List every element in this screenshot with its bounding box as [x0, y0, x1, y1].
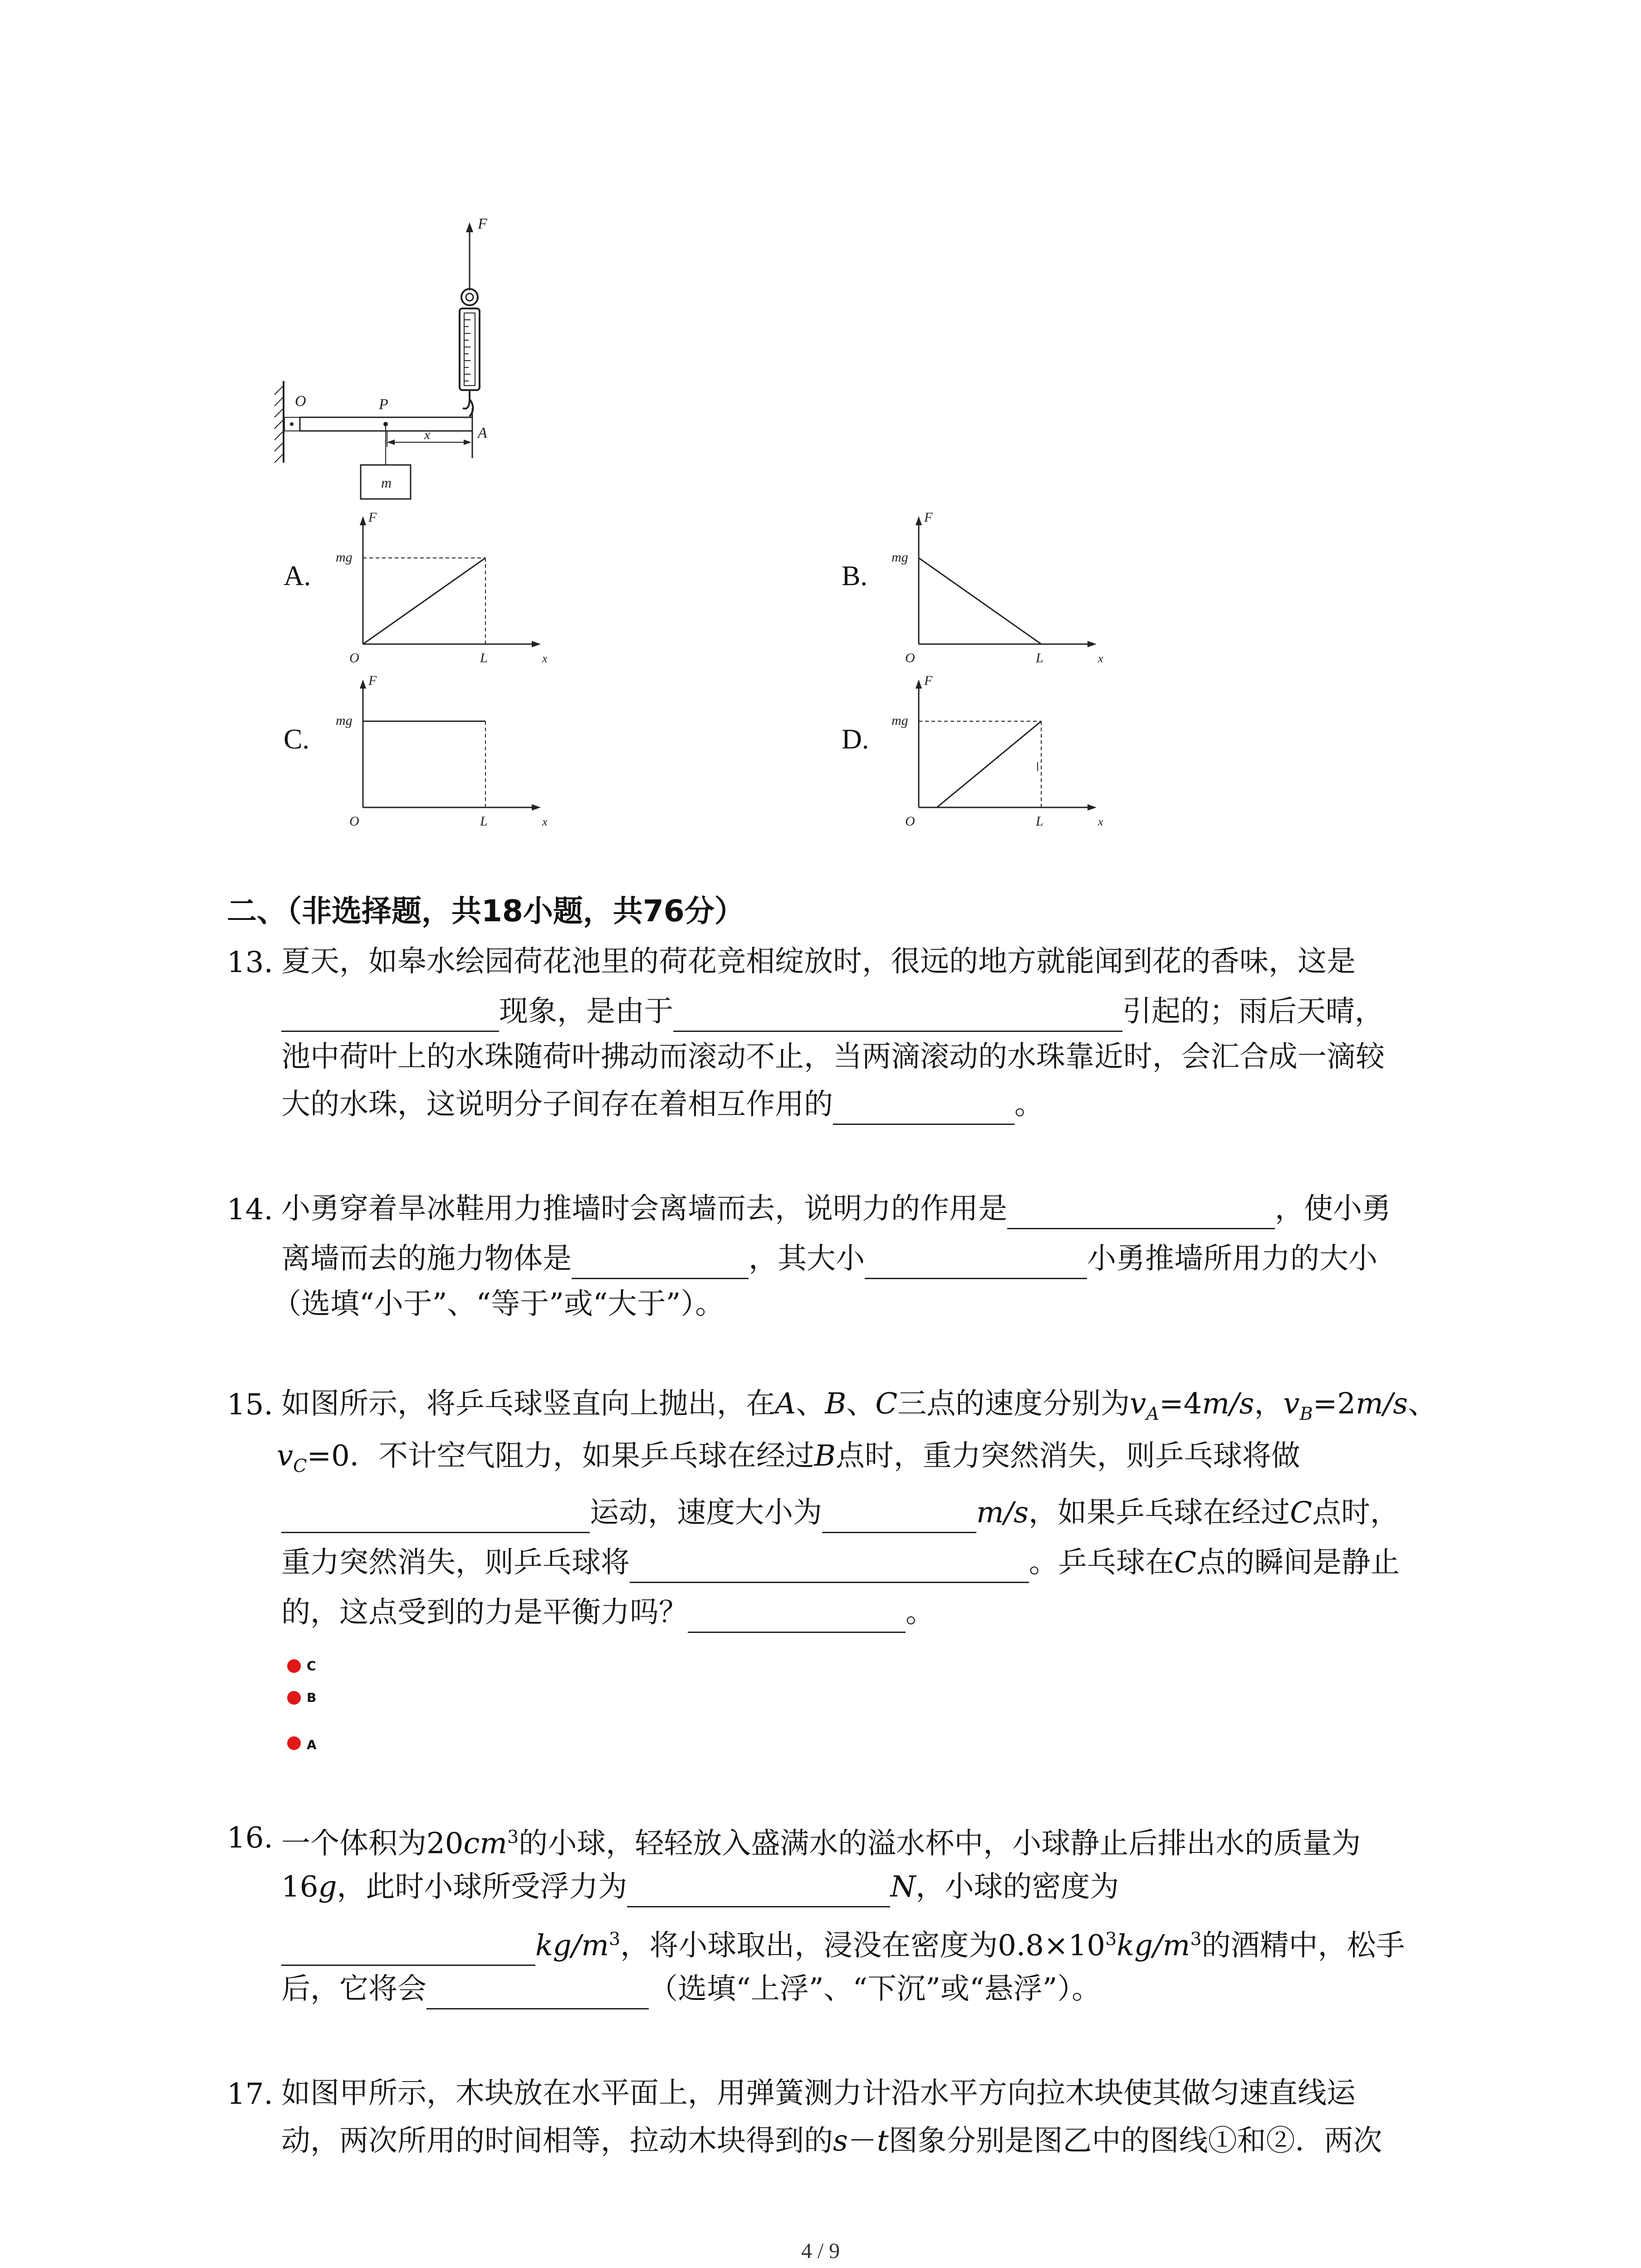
lever-distance-label: x: [424, 427, 431, 442]
q15-number: 15.: [227, 1388, 273, 1422]
q13-line-4: [281, 1084, 1043, 1125]
q15-vc: v: [277, 1439, 294, 1473]
q15-blank-4[interactable]: [688, 1600, 906, 1633]
q14-line-3: [272, 1284, 724, 1325]
option-d-graph: [892, 671, 1109, 835]
option-a-l-label: L: [480, 650, 488, 665]
q16-unit-1: kg/m: [535, 1929, 609, 1963]
q15-unit: m/s: [976, 1496, 1029, 1530]
q17-line-1: [281, 2073, 1356, 2114]
ball-c-label: C: [307, 1658, 316, 1673]
q15-va-value: =4: [1159, 1387, 1202, 1421]
q16-sup-4: 3: [1190, 1929, 1202, 1950]
q16-text-3a: ，将小球取出，浸没在密度为0.8×10: [620, 1929, 1106, 1963]
q15-line-4: [281, 1542, 1400, 1583]
q16-text-4b: （选填“上浮”、“下沉”或“悬浮”）。: [649, 1972, 1101, 2006]
q14-text-2a: 离墙而去的施力物体是: [281, 1242, 572, 1276]
q15-va-sub: A: [1146, 1403, 1160, 1424]
q16-unit-2: kg/m: [1117, 1929, 1190, 1963]
option-d-mg-label: mg: [892, 713, 908, 728]
option-a-y-label: F: [368, 510, 377, 525]
lever-point-a-label: A: [478, 425, 487, 441]
option-b-origin-label: O: [905, 650, 915, 665]
q14-text-3: （选填“小于”、“等于”或“大于”）。: [272, 1287, 725, 1321]
option-b-x-label: x: [1098, 652, 1103, 665]
q15-blank-1[interactable]: [281, 1500, 590, 1533]
q13-line-2: [281, 991, 1384, 1032]
q17-s: s: [833, 2124, 848, 2158]
q16-line-2: [281, 1867, 1119, 1907]
q13-text-2b: 引起的；雨后天晴，: [1122, 995, 1384, 1028]
q14-line-1: [281, 1188, 1391, 1229]
q16-sup: 3: [507, 1827, 519, 1848]
option-c-label[interactable]: C.: [284, 724, 309, 755]
option-c-l-label: L: [480, 814, 488, 829]
option-a-x-label: x: [542, 652, 548, 665]
q15-text-3a: 运动，速度大小为: [590, 1496, 822, 1530]
option-d-origin-label: O: [905, 814, 915, 829]
q14-blank-1[interactable]: [1007, 1196, 1275, 1229]
q14-text-1a: 小勇穿着旱冰鞋用力推墙时会离墙而去，说明力的作用是: [281, 1192, 1007, 1226]
q14-text-2c: 小勇推墙所用力的大小: [1087, 1242, 1377, 1276]
q16-g: g: [318, 1870, 337, 1904]
lever-mass-label: m: [381, 474, 392, 491]
q15-point-b-2: B: [814, 1439, 836, 1473]
q16-sup-2: 3: [609, 1929, 621, 1950]
q14-blank-3[interactable]: [865, 1246, 1087, 1279]
q15-point-c-2: C: [1290, 1496, 1313, 1530]
q15-sep-2: 、: [846, 1387, 876, 1421]
q15-line-3: [281, 1492, 1399, 1533]
option-c-y-label: F: [368, 673, 377, 688]
page-number: 4 / 9: [801, 2239, 840, 2263]
option-b-l-label: L: [1036, 650, 1043, 665]
q15-vc-text: =0．不计空气阻力，如果乒乓球在经过: [307, 1439, 814, 1473]
q14-blank-2[interactable]: [572, 1246, 749, 1279]
q16-text-2c: ，小球的密度为: [916, 1870, 1119, 1904]
q15-vc-sub: C: [293, 1455, 307, 1476]
option-d-y-label: F: [924, 673, 933, 688]
ball-c-icon: [287, 1659, 301, 1673]
q15-vb: v: [1283, 1387, 1300, 1421]
option-a-origin-label: O: [349, 650, 359, 665]
option-d-x-label: x: [1098, 815, 1103, 828]
q15-blank-2[interactable]: [822, 1500, 976, 1533]
q15-point-a: A: [775, 1387, 796, 1421]
q16-text-2b: ，此时小球所受浮力为: [337, 1870, 627, 1904]
q13-line-1: [281, 941, 1356, 982]
q14-line-2: [281, 1238, 1377, 1279]
q13-text-4b: 。: [1014, 1088, 1043, 1121]
option-c-graph: [336, 671, 554, 835]
q16-blank-1[interactable]: [627, 1874, 890, 1907]
option-c-origin-label: O: [349, 814, 359, 829]
q15-point-b: B: [825, 1387, 847, 1421]
option-a-label[interactable]: A.: [284, 561, 311, 591]
option-d-l-label: L: [1036, 814, 1043, 829]
q15-vb-value: =2: [1313, 1387, 1356, 1421]
q17-number: 17.: [227, 2077, 273, 2111]
q15-text-5a: 的，这点受到的力是平衡力吗？: [281, 1596, 688, 1629]
q16-blank-2[interactable]: [281, 1933, 535, 1966]
q15-point-c-3: C: [1174, 1546, 1196, 1579]
q16-number: 16.: [227, 1821, 273, 1855]
q16-cm: cm: [463, 1827, 507, 1861]
q16-text-2a: 16: [281, 1870, 318, 1904]
q15-point-c: C: [875, 1387, 898, 1421]
q15-line-1: [281, 1383, 1437, 1434]
q16-text-4a: 后，它将会: [281, 1972, 426, 2006]
q17-t: t: [877, 2124, 889, 2158]
lever-point-p-label: P: [379, 396, 388, 413]
q17-dash: －: [847, 2124, 877, 2158]
q16-line-4: [281, 1969, 1101, 2009]
q15-comma: ，: [1254, 1387, 1283, 1421]
option-c-mg-label: mg: [336, 713, 353, 728]
option-b-graph: [892, 508, 1109, 671]
q16-text-3b: 的酒精中，松手: [1201, 1929, 1405, 1963]
q16-sup-3: 3: [1105, 1929, 1117, 1950]
q16-blank-3[interactable]: [426, 1976, 649, 2009]
q14-number: 14.: [227, 1193, 273, 1227]
q15-line-5: [281, 1592, 935, 1633]
q13-line-3: [281, 1036, 1385, 1077]
q15-sep-1: 、: [796, 1387, 825, 1421]
q15-blank-3[interactable]: [630, 1550, 1029, 1583]
ball-b-icon: [287, 1691, 301, 1705]
q15-text-3b: ，如果乒乓球在经过: [1029, 1496, 1290, 1530]
option-d-label[interactable]: D.: [842, 724, 869, 755]
q15-text-1a: 如图所示，将乒乓球竖直向上抛出，在: [281, 1387, 775, 1421]
ball-a-icon: [287, 1736, 301, 1750]
q13-text-2a: 现象，是由于: [499, 995, 673, 1028]
q15-text-4c: 点的瞬间是静止: [1196, 1546, 1400, 1579]
q15-va: v: [1130, 1387, 1146, 1421]
q16-line-1: [281, 1817, 1361, 1864]
q15-text-3c: 点时，: [1312, 1496, 1400, 1530]
q17-text-2a: 动，两次所用的时间相等，拉动木块得到的: [281, 2124, 833, 2158]
q15-line-2: [277, 1436, 1300, 1486]
q15-sep-3: 、: [1408, 1387, 1437, 1421]
q17-text-1: 如图甲所示，木块放在水平面上，用弹簧测力计沿水平方向拉木块使其做匀速直线运: [281, 2077, 1356, 2110]
q13-text-1: 夏天，如皋水绘园荷花池里的荷花竞相绽放时，很远的地方就能闻到花的香味，这是: [281, 945, 1356, 978]
option-b-mg-label: mg: [892, 550, 908, 565]
option-c-x-label: x: [542, 815, 548, 828]
q14-text-2b: ，其大小: [749, 1242, 865, 1276]
q17-text-2b: 图象分别是图乙中的图线①和②．两次: [888, 2124, 1382, 2158]
q16-text-1a: 一个体积为20: [281, 1827, 464, 1861]
option-b-y-label: F: [924, 510, 933, 525]
q15-text-4b: 。乒乓球在: [1029, 1546, 1174, 1579]
q13-text-4a: 大的水珠，这说明分子间存在着相互作用的: [281, 1088, 833, 1121]
q13-text-3: 池中荷叶上的水珠随荷叶拂动而滚动不止，当两滴滚动的水珠靠近时，会汇合成一滴较: [281, 1040, 1385, 1074]
q16-n: N: [890, 1870, 916, 1904]
q15-text-5b: 。: [906, 1596, 935, 1629]
q15-va-unit: m/s: [1202, 1387, 1254, 1421]
q17-line-2: [281, 2121, 1382, 2161]
lever-figure: [270, 218, 524, 517]
q15-text-1b: 三点的速度分别为: [897, 1387, 1130, 1421]
q14-text-1b: ，使小勇: [1275, 1192, 1391, 1226]
option-b-label[interactable]: B.: [842, 561, 867, 591]
q13-number: 13.: [227, 946, 273, 979]
option-a-mg-label: mg: [336, 550, 353, 565]
lever-force-label: F: [478, 218, 487, 232]
q13-blank-3[interactable]: [833, 1092, 1014, 1125]
q15-text-4a: 重力突然消失，则乒乓球将: [281, 1546, 630, 1579]
lever-pivot-label: O: [295, 393, 306, 410]
q13-blank-1[interactable]: [281, 999, 499, 1032]
q16-text-1b: 的小球，轻轻放入盛满水的溢水杯中，小球静止后排出水的质量为: [519, 1827, 1361, 1861]
ball-a-label: A: [307, 1737, 317, 1752]
ball-b-label: B: [307, 1690, 317, 1705]
q16-line-3: [281, 1919, 1405, 1966]
q15-vb-sub: B: [1299, 1403, 1313, 1424]
q13-blank-2[interactable]: [673, 999, 1122, 1032]
q15-text-2b: 点时，重力突然消失，则乒乓球将做: [835, 1439, 1300, 1473]
option-a-graph: [336, 508, 554, 671]
q15-vb-unit: m/s: [1356, 1387, 1408, 1421]
section-title: 二、（非选择题，共18小题，共76分）: [227, 894, 745, 929]
